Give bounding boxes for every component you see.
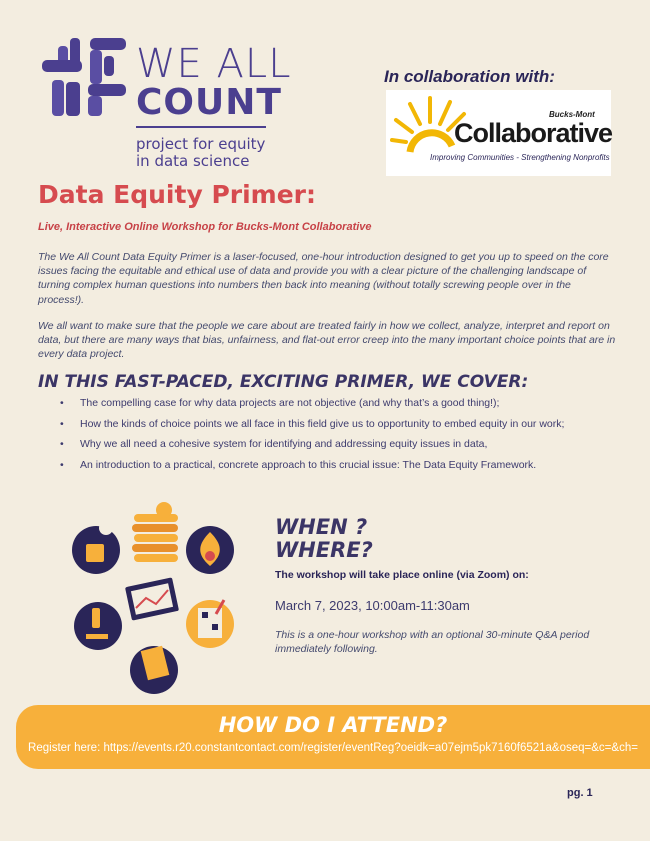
bullet-icon: •: [60, 438, 64, 450]
page-number: pg. 1: [567, 787, 593, 799]
list-item: [60, 418, 580, 431]
event-date: March 7, 2023, 10:00am-11:30am: [275, 598, 470, 613]
cover-list: [60, 397, 580, 479]
collaborative-logo: [386, 90, 611, 176]
page-subtitle: Live, Interactive Online Workshop for Bucks-Mont Collaborative: [38, 221, 372, 233]
list-item-text: Why we all need a cohesive system for identifying and addressing equity issues in data,: [80, 438, 488, 450]
logo-divider: [136, 126, 266, 128]
attend-banner: [16, 705, 650, 769]
list-item: [60, 459, 580, 472]
list-item-text: An introduction to a practical, concrete approach to this crucial issue: The Data Equity Framework.: [80, 458, 537, 471]
intro-paragraph-1: The We All Count Data Equity Primer is a laser-focused, one-hour introduction designed to get you up to speed on the core issues facing the equitable and ethical use of data and provide you with a clear picture of the challenging landscape of turning complex human questions into numbers then back into meaning (without totally screwing people over in the process!).: [38, 251, 609, 306]
drink-icon: [72, 521, 120, 574]
cover-heading: IN THIS FAST-PACED, EXCITING PRIMER, WE COVER:: [38, 372, 529, 392]
when-label: WHEN ?: [275, 515, 368, 539]
list-item-text: How the kinds of choice points we all face in this field give us to opportunity to embed equity in our work;: [80, 417, 565, 430]
fire-heart-icon: [186, 526, 234, 574]
chart-tablet-icon: [125, 577, 179, 620]
intro-paragraph-2: We all want to make sure that the people we care about are treated fairly in how we collect, analyze, interpret and report on data, but there are many ways that bias, unfairness, and flat-out error creep into the many important choice points that are in every data project.: [38, 320, 616, 361]
collaboration-label: In collaboration with:: [384, 67, 555, 86]
microscope-icon: [74, 602, 122, 650]
register-link[interactable]: Register here: https://events.r20.constantcontact.com/register/eventReg?oeidk=a07ejm5pk7160f6521a&oseq=&c=&ch=: [28, 742, 638, 754]
illustration-cluster: [64, 500, 244, 700]
logo-subtitle-2: in data science: [136, 152, 250, 170]
flowchart-icon: [186, 600, 234, 648]
attend-title: HOW DO I ATTEND?: [218, 713, 448, 737]
list-item: [60, 438, 580, 451]
bullet-icon: •: [60, 417, 64, 430]
list-item: [60, 397, 580, 410]
logo-wordmark: [136, 41, 292, 170]
list-item-text: The compelling case for why data projects are not objective (and why that’s a good thing!);: [80, 397, 500, 409]
logo-line-1: WE ALL: [136, 41, 292, 87]
when-where-heading: [275, 516, 373, 562]
collaborative-small-label: Bucks-Mont: [549, 110, 595, 119]
collaborative-tagline: Improving Communities - Strengthening Nonprofits: [430, 153, 610, 162]
bullet-icon: •: [60, 397, 64, 409]
logo-line-2: COUNT: [136, 82, 282, 123]
logo-subtitle-1: project for equity: [136, 135, 266, 153]
receipt-icon: [130, 646, 178, 694]
coins-icon: [132, 502, 178, 562]
event-note: This is a one-hour workshop with an optional 30-minute Q&A period immediately following.: [275, 629, 590, 655]
bullet-icon: •: [60, 458, 64, 471]
online-info: The workshop will take place online (via Zoom) on:: [275, 569, 529, 581]
where-label: WHERE?: [275, 538, 373, 562]
collaborative-name: Collaborative: [454, 118, 613, 148]
we-all-count-logo-icon: [42, 38, 128, 118]
page-title: Data Equity Primer:: [38, 180, 316, 209]
